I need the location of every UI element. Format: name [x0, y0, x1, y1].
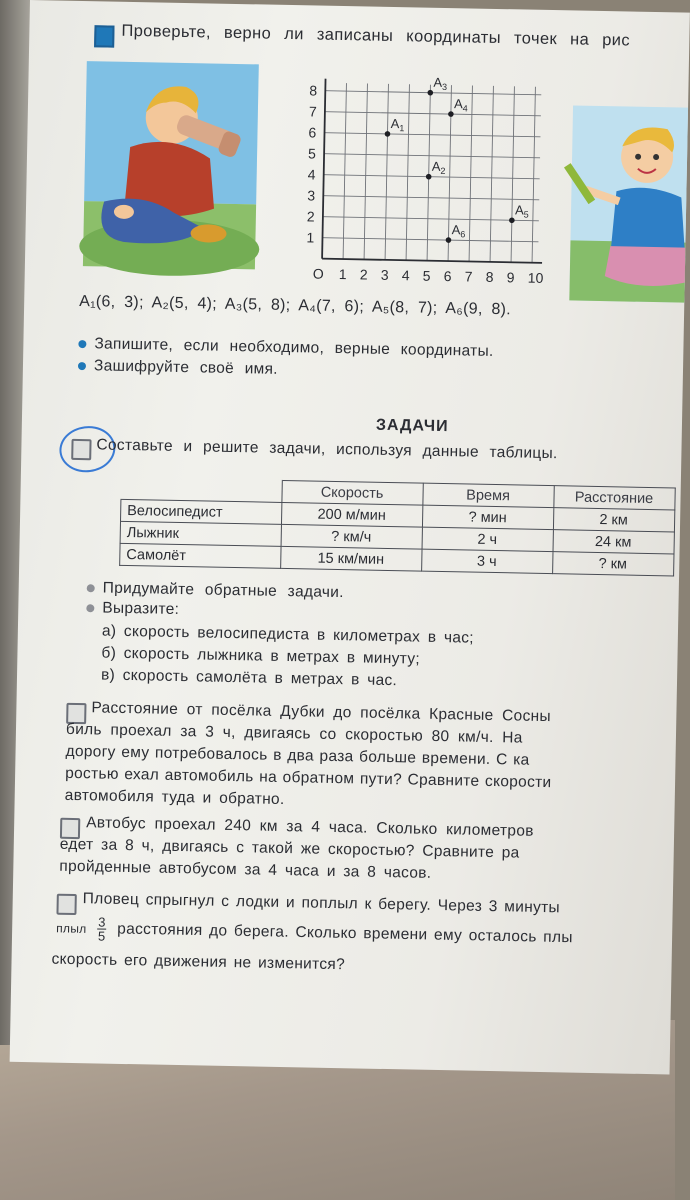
point-label: $A_6$	[451, 222, 466, 240]
table-cell: Лыжник	[120, 521, 281, 546]
x-tick-label: 5	[422, 267, 431, 284]
bullet-write-coords	[78, 335, 494, 361]
bullet-icon	[86, 604, 94, 612]
x-tick-label: O	[312, 265, 324, 282]
task4-line: скорость его движения не изменится?	[51, 950, 346, 974]
task4-word: плыл	[56, 921, 87, 936]
data-point	[448, 111, 454, 117]
table-cell: 2 км	[553, 508, 674, 532]
table-cell: Самолёт	[120, 543, 281, 568]
grid-line-horizontal	[323, 217, 539, 221]
table-cell: ? км	[552, 552, 673, 576]
grid-line-vertical	[532, 87, 535, 263]
table-header-distance: Расстояние	[553, 486, 674, 510]
y-tick-label: 3	[307, 187, 316, 204]
bullet-text: Придумайте обратные задачи.	[102, 579, 345, 602]
exercise-instruction: Проверьте, верно ли записаны координаты точек на рис	[121, 21, 631, 50]
task3-line: едет за 8 ч, двигаясь с такой же скоростью? Сравните ра	[59, 835, 520, 862]
section-title: ЗАДАЧИ	[375, 416, 449, 436]
table-cell: 15 км/мин	[280, 546, 421, 571]
x-tick-label: 10	[527, 269, 544, 286]
bullet-icon	[87, 584, 95, 592]
grid-line-horizontal	[325, 91, 541, 95]
bullet-text: Выразите:	[102, 599, 180, 618]
bullet-icon	[78, 340, 86, 348]
data-point	[509, 217, 515, 223]
table-header-speed: Скорость	[281, 480, 422, 505]
grid-line-vertical	[490, 86, 493, 262]
y-tick-label: 6	[308, 124, 317, 141]
task2-line: Расстояние от посёлка Дубки до посёлка Красные Сосны	[91, 699, 552, 726]
grid-line-vertical	[427, 85, 430, 261]
point-label: $A_1$	[390, 115, 405, 134]
fraction	[97, 915, 107, 942]
point-label: $A_4$	[453, 96, 468, 114]
task2-line: биль проехал за 3 ч, двигаясь со скоростью 80 км/ч. На	[65, 720, 523, 747]
y-tick-label: 8	[309, 82, 318, 99]
boy-with-telescope-illustration	[83, 61, 259, 269]
table-cell: 24 км	[553, 530, 674, 554]
data-point	[427, 90, 433, 96]
task3-line: Автобус проехал 240 км за 4 часа. Сколько километров	[86, 814, 534, 840]
table-cell: Велосипедист	[121, 499, 282, 524]
point-label: $A_2$	[431, 158, 446, 177]
x-tick-label: 3	[380, 266, 389, 283]
data-point	[426, 174, 432, 180]
x-tick-label: 6	[443, 267, 452, 285]
x-tick-label: 9	[506, 269, 515, 286]
y-tick-label: 2	[306, 208, 315, 225]
bullet-express	[86, 599, 179, 619]
bullet-inverse-tasks	[87, 579, 344, 602]
y-tick-label: 4	[307, 166, 316, 183]
table-cell: ? мин	[422, 505, 553, 530]
x-tick-label: 1	[338, 265, 347, 283]
task3-line: пройденные автобусом за 4 часа и за 8 часов.	[59, 857, 432, 882]
grid-line-vertical	[469, 86, 472, 262]
table-header-empty	[121, 477, 282, 502]
bullet-text: Запишите, если необходимо, верные координаты.	[94, 335, 494, 360]
table-cell: ? км/ч	[281, 524, 422, 549]
point-label: $A_3$	[433, 74, 448, 93]
x-tick-label: 8	[485, 268, 494, 285]
sub-item-c: в) скорость самолёта в метрах в час.	[100, 666, 398, 690]
bullet-encrypt-name	[78, 357, 278, 379]
fraction-numerator: 3	[98, 914, 106, 930]
grid-line-horizontal	[325, 133, 541, 137]
task2-line: дорогу ему потребовалось в два раза больше времени. С ка	[65, 742, 530, 769]
grid-line-horizontal	[324, 175, 540, 179]
task4-line: Пловец спрыгнул с лодки и поплыл к берегу. Через 3 минуты	[82, 890, 561, 917]
grid-line-horizontal	[324, 154, 540, 158]
task4-line-with-fraction	[56, 915, 573, 952]
task4-text: расстояния до берега. Сколько времени ему осталось плы	[117, 920, 573, 947]
y-tick-label: 1	[306, 229, 315, 246]
grid-line-vertical	[364, 83, 367, 259]
task2-line: ростью ехал автомобиль на обратном пути? Сравните скорости	[64, 764, 552, 792]
data-table	[119, 477, 675, 577]
table-cell: 2 ч	[422, 527, 553, 552]
task1-text: Составьте и решите задачи, используя данные таблицы.	[96, 436, 558, 463]
grid-line-vertical	[511, 86, 514, 262]
x-tick-label: 4	[401, 267, 410, 284]
x-axis	[322, 259, 542, 263]
grid-line-vertical	[343, 83, 346, 259]
grid-line-horizontal	[325, 112, 541, 116]
y-tick-label: 5	[307, 145, 317, 162]
y-axis	[322, 79, 325, 259]
data-point	[446, 237, 452, 243]
coordinate-grid	[269, 65, 544, 309]
table-cell: 200 м/мин	[281, 502, 422, 527]
y-tick-label: 7	[308, 103, 317, 120]
exercise-marker-icon	[94, 25, 114, 47]
point-label: $A_5$	[514, 202, 529, 220]
coordinates-list: A₁(6, 3); A₂(5, 4); A₃(5, 8); A₄(7, 6); A₅(8, 7); A₆(9, 8).	[79, 293, 512, 319]
data-point	[385, 131, 391, 137]
sub-item-b: б) скорость лыжника в метрах в минуту;	[101, 644, 421, 668]
grid-line-horizontal	[322, 238, 538, 242]
sub-item-a: а) скорость велосипедиста в километрах в час;	[101, 622, 475, 647]
grid-line-vertical	[385, 84, 388, 260]
bullet-text: Зашифруйте своё имя.	[93, 357, 279, 378]
girl-with-pencil-illustration	[569, 105, 688, 302]
bullet-icon	[78, 362, 86, 370]
task2-line: автомобиля туда и обратно.	[64, 786, 285, 809]
table-header-time: Время	[422, 483, 553, 508]
x-tick-label: 7	[464, 268, 473, 285]
grid-line-vertical	[406, 84, 409, 260]
textbook-page	[10, 0, 690, 1074]
task-checkbox-icon	[71, 439, 91, 460]
task-checkbox-icon	[56, 894, 76, 915]
fraction-denominator: 5	[97, 928, 106, 944]
x-tick-label: 2	[359, 266, 368, 283]
table-cell: 3 ч	[421, 549, 552, 574]
grid-line-horizontal	[323, 196, 539, 200]
